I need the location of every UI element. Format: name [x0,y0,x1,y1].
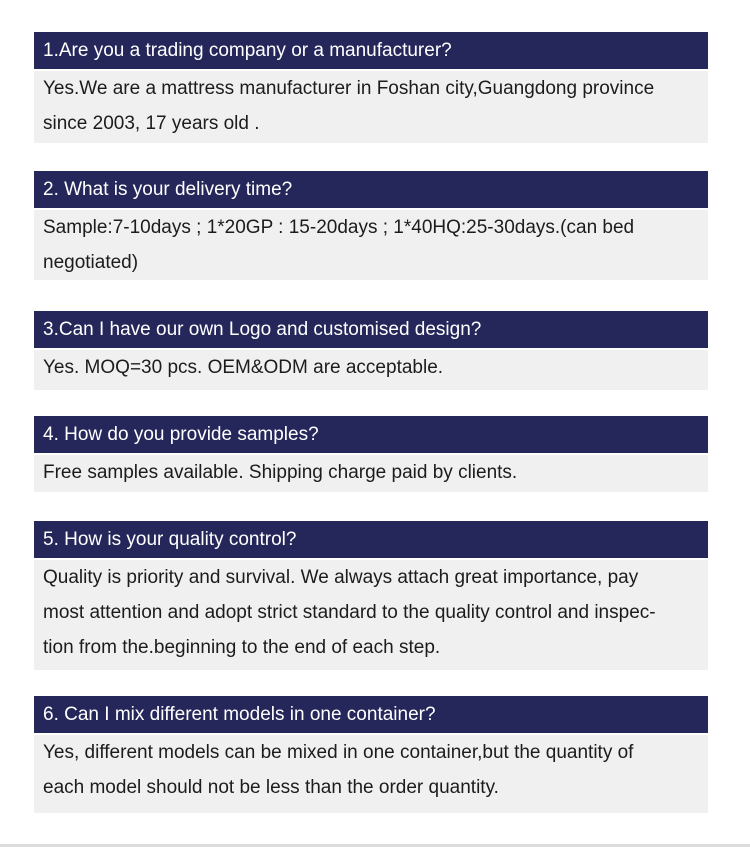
faq-answer [34,210,708,280]
faq-question: 5. How is your quality control? [34,521,708,558]
faq-item-3 [34,311,708,390]
faq-answer-line: tion from the.beginning to the end of each step. [43,637,441,658]
faq-item-4 [34,416,708,492]
faq-answer [34,455,708,492]
faq-question: 4. How do you provide samples? [34,416,708,453]
faq-answer [34,735,708,813]
faq-question: 3.Can I have our own Logo and customised design? [34,311,708,348]
faq-answer-line: negotiated) [43,252,139,273]
faq-question: 2. What is your delivery time? [34,171,708,208]
faq-answer [34,350,708,390]
faq-answer-line: Sample:7-10days ; 1*20GP : 15-20days ; 1*40HQ:25-30days.(can bed [43,217,635,238]
faq-item-5 [34,521,708,670]
faq-answer-line: most attention and adopt strict standard to the quality control and inspec- [43,602,656,623]
faq-answer-line: Yes, different models can be mixed in one container,but the quantity of [43,742,634,763]
faq-question: 1.Are you a trading company or a manufacturer? [34,32,708,69]
faq-answer-line: since 2003, 17 years old . [43,113,260,134]
faq-answer [34,71,708,143]
faq-item-2 [34,171,708,280]
faq-answer-line: Free samples available. Shipping charge paid by clients. [43,462,518,483]
faq-item-1 [34,32,708,143]
faq-answer-line: Yes. MOQ=30 pcs. OEM&ODM are acceptable. [43,357,444,378]
faq-answer-line: Yes.We are a mattress manufacturer in Foshan city,Guangdong province [43,78,655,99]
faq-question: 6. Can I mix different models in one container? [34,696,708,733]
faq-answer-line: each model should not be less than the order quantity. [43,777,499,798]
faq-item-6 [34,696,708,813]
faq-answer [34,560,708,670]
faq-answer-line: Quality is priority and survival. We always attach great importance, pay [43,567,639,588]
